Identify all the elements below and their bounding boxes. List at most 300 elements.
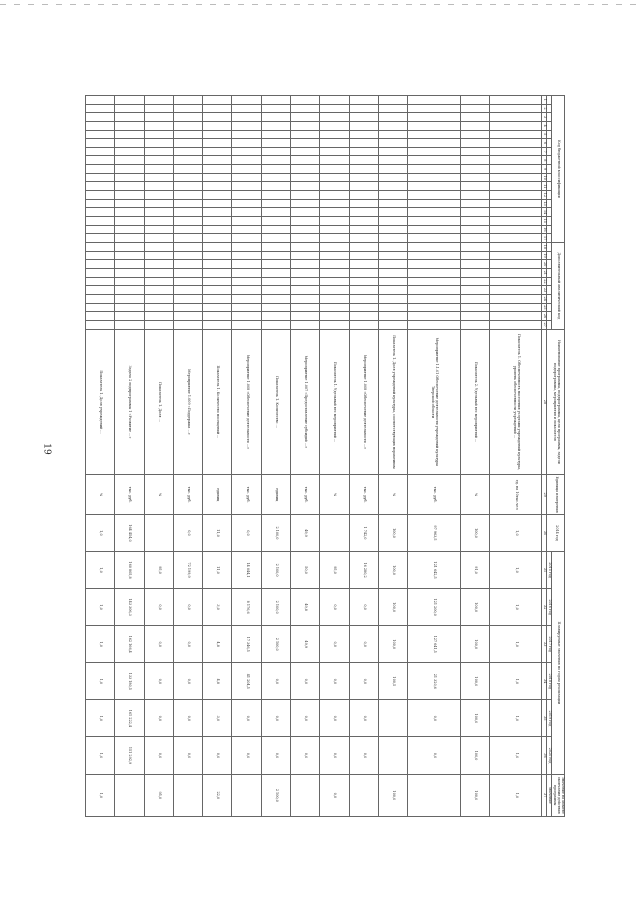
- row-value: 0,0: [349, 626, 378, 663]
- table-row: [232, 96, 261, 817]
- code-cell: [378, 96, 407, 105]
- code-cell: [261, 216, 290, 225]
- code-cell: [408, 312, 461, 321]
- row-unit: тыс. руб.: [232, 475, 261, 515]
- row-value: 3,0: [203, 700, 232, 737]
- column-number: 15: [542, 216, 547, 225]
- code-cell: [290, 225, 319, 234]
- row-value: 0,0: [320, 774, 349, 816]
- code-cell: [408, 216, 461, 225]
- column-number: 7: [542, 147, 547, 156]
- code-cell: [378, 268, 407, 277]
- code-cell: [290, 251, 319, 260]
- row-base: 1,0: [86, 514, 115, 551]
- row-base: 164 454,0: [115, 514, 144, 551]
- code-cell: [320, 121, 349, 130]
- code-cell: [86, 234, 115, 243]
- code-cell: [144, 216, 173, 225]
- row-base: 2 100,0: [261, 514, 290, 551]
- code-cell: [460, 294, 489, 303]
- row-value: 100,0: [460, 589, 489, 626]
- row-value: 14 044,1: [232, 552, 261, 589]
- table-row: [115, 96, 144, 817]
- code-cell: [86, 182, 115, 191]
- row-name: Показатель 1. Доля ...: [144, 329, 173, 475]
- program-indicators-table: [85, 95, 565, 817]
- code-cell: [115, 96, 144, 105]
- code-cell: [320, 303, 349, 312]
- row-value: [290, 774, 319, 816]
- code-cell: [144, 130, 173, 139]
- row-base: 100,0: [378, 514, 407, 551]
- code-cell: [173, 286, 202, 295]
- code-cell: [320, 234, 349, 243]
- row-value: 0,0: [173, 589, 202, 626]
- code-cell: [489, 216, 542, 225]
- base-year-header: 2014 год: [547, 514, 565, 551]
- column-number: 32: [542, 589, 547, 626]
- code-cell: [378, 243, 407, 252]
- row-value: 1,0: [86, 774, 115, 816]
- row-unit: %: [144, 475, 173, 515]
- code-cell: [203, 216, 232, 225]
- code-cell: [173, 260, 202, 269]
- code-cell: [320, 312, 349, 321]
- code-cell: [232, 303, 261, 312]
- row-name: Мероприятие 1.008 «Обеспечение деятельности ...»: [232, 329, 261, 475]
- code-cell: [261, 182, 290, 191]
- row-base: 1,0: [489, 514, 542, 551]
- row-value: 0,0: [408, 737, 461, 774]
- code-cell: [173, 225, 202, 234]
- code-cell: [290, 173, 319, 182]
- row-value: 100,0: [378, 626, 407, 663]
- row-value: 1,0: [86, 589, 115, 626]
- row-value: 161 222,4: [115, 700, 144, 737]
- row-base: 0,0: [232, 514, 261, 551]
- code-cell: [173, 173, 202, 182]
- code-cell: [290, 320, 319, 329]
- code-cell: [144, 113, 173, 122]
- code-subheader: [547, 225, 552, 234]
- code-cell: [408, 225, 461, 234]
- code-cell: [203, 165, 232, 174]
- code-cell: [232, 121, 261, 130]
- code-cell: [489, 139, 542, 148]
- code-cell: [349, 96, 378, 105]
- code-cell: [290, 286, 319, 295]
- code-cell: [460, 199, 489, 208]
- code-cell: [261, 104, 290, 113]
- code-cell: [261, 277, 290, 286]
- code-cell: [232, 165, 261, 174]
- code-cell: [408, 303, 461, 312]
- code-cell: [408, 208, 461, 217]
- row-value: 1,0: [489, 626, 542, 663]
- code-cell: [232, 147, 261, 156]
- code-cell: [290, 294, 319, 303]
- row-value: 22,0: [203, 774, 232, 816]
- row-value: 0,0: [290, 700, 319, 737]
- code-cell: [460, 139, 489, 148]
- column-number: 1: [542, 96, 547, 105]
- row-value: 1,0: [489, 589, 542, 626]
- code-subheader: [547, 286, 552, 295]
- code-cell: [232, 234, 261, 243]
- code-cell: [320, 104, 349, 113]
- code-cell: [144, 243, 173, 252]
- code-cell: [320, 268, 349, 277]
- code-cell: [290, 191, 319, 200]
- column-number: 34: [542, 663, 547, 700]
- column-number: 12: [542, 191, 547, 200]
- code-cell: [203, 312, 232, 321]
- code-subheader: [547, 260, 552, 269]
- column-number: 19: [542, 251, 547, 260]
- code-cell: [460, 243, 489, 252]
- code-cell: [232, 268, 261, 277]
- row-unit: %: [86, 475, 115, 515]
- column-number: 2: [542, 104, 547, 113]
- code-cell: [232, 225, 261, 234]
- row-base: 100,0: [460, 514, 489, 551]
- column-number: 16: [542, 225, 547, 234]
- code-cell: [144, 320, 173, 329]
- code-cell: [489, 303, 542, 312]
- row-value: 162 166,4: [115, 626, 144, 663]
- code-cell: [320, 216, 349, 225]
- row-value: 1,0: [86, 626, 115, 663]
- rotated-table-inner: [85, 95, 565, 817]
- code-cell: [489, 225, 542, 234]
- row-value: 21 320,6: [408, 663, 461, 700]
- code-cell: [408, 251, 461, 260]
- code-cell: [144, 182, 173, 191]
- code-cell: [378, 165, 407, 174]
- code-cell: [173, 268, 202, 277]
- code-cell: [203, 130, 232, 139]
- code-cell: [261, 113, 290, 122]
- code-cell: [349, 277, 378, 286]
- row-value: 0,0: [349, 700, 378, 737]
- code-cell: [349, 199, 378, 208]
- code-subheader: [547, 234, 552, 243]
- row-value: 0,0: [144, 663, 173, 700]
- code-cell: [290, 156, 319, 165]
- code-subheader: [547, 113, 552, 122]
- code-cell: [408, 243, 461, 252]
- column-number: 33: [542, 626, 547, 663]
- code-subheader: [547, 277, 552, 286]
- row-value: 121 642,5: [408, 552, 461, 589]
- code-cell: [144, 225, 173, 234]
- code-cell: [232, 139, 261, 148]
- code-cell: [408, 320, 461, 329]
- code-cell: [144, 234, 173, 243]
- row-value: 1,0: [489, 552, 542, 589]
- row-value: [378, 737, 407, 774]
- code-cell: [173, 147, 202, 156]
- table-row: [349, 96, 378, 817]
- code-cell: [232, 199, 261, 208]
- code-cell: [115, 139, 144, 148]
- row-name: Мероприятие 1.007 «Предоставление субсидий ...»: [290, 329, 319, 475]
- code-cell: [460, 303, 489, 312]
- code-subheader: [547, 243, 552, 252]
- row-value: 16 280,2: [349, 552, 378, 589]
- header-row-1: [552, 96, 565, 817]
- row-unit: тыс. руб.: [290, 475, 319, 515]
- code-cell: [232, 312, 261, 321]
- code-cell: [460, 113, 489, 122]
- code-cell: [115, 156, 144, 165]
- code-cell: [290, 104, 319, 113]
- code-cell: [232, 96, 261, 105]
- row-value: 0,0: [173, 737, 202, 774]
- row-value: 11,0: [203, 552, 232, 589]
- row-base: 49,9: [290, 514, 319, 551]
- row-value: 50,0: [290, 552, 319, 589]
- code-cell: [320, 130, 349, 139]
- code-cell: [408, 182, 461, 191]
- code-cell: [378, 225, 407, 234]
- code-cell: [115, 216, 144, 225]
- code-cell: [320, 286, 349, 295]
- code-cell: [232, 277, 261, 286]
- code-cell: [144, 251, 173, 260]
- code-cell: [203, 121, 232, 130]
- code-cell: [290, 277, 319, 286]
- row-value: 0,0: [144, 626, 173, 663]
- code-cell: [290, 130, 319, 139]
- code-cell: [489, 199, 542, 208]
- code-cell: [86, 96, 115, 105]
- code-cell: [203, 225, 232, 234]
- code-cell: [203, 182, 232, 191]
- code-cell: [460, 312, 489, 321]
- code-cell: [261, 294, 290, 303]
- code-cell: [489, 113, 542, 122]
- code-subheader: [547, 182, 552, 191]
- code-cell: [86, 156, 115, 165]
- code-subheader: [547, 199, 552, 208]
- code-cell: [320, 96, 349, 105]
- code-cell: [378, 147, 407, 156]
- row-name: Показатель 1. Количество посещений ...: [203, 329, 232, 475]
- code-cell: [290, 234, 319, 243]
- code-cell: [173, 251, 202, 260]
- code-cell: [378, 277, 407, 286]
- code-cell: [378, 182, 407, 191]
- row-value: 0,0: [349, 737, 378, 774]
- code-cell: [489, 234, 542, 243]
- code-cell: [349, 182, 378, 191]
- code-cell: [349, 104, 378, 113]
- column-number: 35: [542, 700, 547, 737]
- code-cell: [320, 243, 349, 252]
- table-row: [460, 96, 489, 817]
- row-value: 49,9: [290, 626, 319, 663]
- code-cell: [203, 303, 232, 312]
- code-cell: [86, 243, 115, 252]
- code-cell: [86, 208, 115, 217]
- code-cell: [489, 294, 542, 303]
- row-value: 100,0: [460, 663, 489, 700]
- code-cell: [408, 286, 461, 295]
- code-cell: [489, 277, 542, 286]
- code-cell: [173, 96, 202, 105]
- code-cell: [489, 165, 542, 174]
- code-cell: [173, 191, 202, 200]
- code-cell: [144, 208, 173, 217]
- code-cell: [86, 113, 115, 122]
- code-cell: [290, 199, 319, 208]
- code-cell: [489, 268, 542, 277]
- code-cell: [203, 268, 232, 277]
- code-subheader: [547, 216, 552, 225]
- code-cell: [261, 121, 290, 130]
- code-cell: [290, 113, 319, 122]
- code-cell: [203, 277, 232, 286]
- code-cell: [460, 268, 489, 277]
- row-name: Показатель 1. Удельный вес мероприятий ...: [320, 329, 349, 475]
- code-cell: [261, 130, 290, 139]
- code-cell: [144, 156, 173, 165]
- row-value: 1,0: [86, 552, 115, 589]
- code-cell: [460, 173, 489, 182]
- code-subheader: [547, 139, 552, 148]
- row-value: 2 100,0: [261, 589, 290, 626]
- code-cell: [349, 216, 378, 225]
- code-cell: [232, 182, 261, 191]
- code-cell: [173, 139, 202, 148]
- code-cell: [320, 320, 349, 329]
- code-cell: [232, 173, 261, 182]
- final-header: Значение на момент окончания действия программы: [552, 774, 565, 816]
- row-value: 17 346,5: [232, 626, 261, 663]
- code-cell: [203, 113, 232, 122]
- row-value: 100,0: [378, 552, 407, 589]
- row-value: 121 200,0: [408, 589, 461, 626]
- code-cell: [489, 286, 542, 295]
- code-subheader: [547, 303, 552, 312]
- code-cell: [203, 199, 232, 208]
- code-cell: [86, 173, 115, 182]
- code-cell: [489, 147, 542, 156]
- code-cell: [460, 251, 489, 260]
- row-name: Задача 2 подпрограммы 1 «Развитие ...»: [115, 329, 144, 475]
- scan-edge: [0, 4, 640, 5]
- code-cell: [115, 113, 144, 122]
- code-cell: [408, 156, 461, 165]
- code-cell: [460, 216, 489, 225]
- code-cell: [378, 251, 407, 260]
- code-cell: [203, 294, 232, 303]
- code-cell: [408, 165, 461, 174]
- code-cell: [349, 139, 378, 148]
- code-cell: [489, 130, 542, 139]
- row-value: 0,0: [320, 589, 349, 626]
- code-cell: [320, 260, 349, 269]
- code-cell: [349, 156, 378, 165]
- code-cell: [86, 294, 115, 303]
- page-number: 19: [41, 443, 52, 455]
- row-unit: тыс. руб.: [349, 475, 378, 515]
- code-cell: [460, 191, 489, 200]
- code-cell: [173, 113, 202, 122]
- row-name: Показатель 2. Удельный вес мероприятий ...: [460, 329, 489, 475]
- row-unit: тыс. руб.: [408, 475, 461, 515]
- code-cell: [460, 277, 489, 286]
- row-name: Мероприятие 1.1.01 Обеспечение деятельности учреждений культуры Тверской области: [408, 329, 461, 475]
- row-value: 0,0: [408, 700, 461, 737]
- table-row: [290, 96, 319, 817]
- row-value: 1,0: [489, 737, 542, 774]
- code-cell: [173, 320, 202, 329]
- code-cell: [349, 225, 378, 234]
- row-unit: тыс. руб.: [115, 475, 144, 515]
- code-cell: [86, 199, 115, 208]
- code-cell: [203, 243, 232, 252]
- code-cell: [320, 139, 349, 148]
- column-number: 29: [542, 475, 547, 515]
- row-name: Показатель 1. Обеспеченность населения услугами учреждений культуры, уровень обеспеченности учреждений ...: [489, 329, 542, 475]
- code-cell: [115, 121, 144, 130]
- row-value: 1,0: [489, 663, 542, 700]
- code-cell: [232, 130, 261, 139]
- code-cell: [144, 147, 173, 156]
- code-cell: [378, 303, 407, 312]
- column-number: 36: [542, 737, 547, 774]
- column-number: 23: [542, 286, 547, 295]
- code-cell: [232, 320, 261, 329]
- code-cell: [349, 191, 378, 200]
- row-unit: единиц: [203, 475, 232, 515]
- row-unit: %: [320, 475, 349, 515]
- code-cell: [173, 277, 202, 286]
- column-number: 26: [542, 312, 547, 321]
- code-cell: [115, 312, 144, 321]
- table-row: [261, 96, 290, 817]
- code-cell: [86, 277, 115, 286]
- code-cell: [320, 225, 349, 234]
- code-cell: [349, 268, 378, 277]
- column-number: 4: [542, 121, 547, 130]
- code-cell: [115, 251, 144, 260]
- code-cell: [86, 260, 115, 269]
- code-cell: [489, 251, 542, 260]
- code-cell: [86, 104, 115, 113]
- code-cell: [86, 303, 115, 312]
- row-value: 127 641,5: [408, 626, 461, 663]
- code-subheader: [547, 268, 552, 277]
- code-cell: [173, 199, 202, 208]
- code-cell: [460, 260, 489, 269]
- row-value: 95,0: [144, 774, 173, 816]
- code-cell: [460, 96, 489, 105]
- code-cell: [378, 320, 407, 329]
- planned-group-header: Планируемые значения по годам реализации: [552, 552, 565, 775]
- row-base: [320, 514, 349, 551]
- code-cell: [320, 191, 349, 200]
- code-subheader: [547, 251, 552, 260]
- code-cell: [261, 156, 290, 165]
- code-cell: [408, 234, 461, 243]
- column-number-row: [542, 96, 547, 817]
- code-cell: [144, 286, 173, 295]
- code-cell: [489, 182, 542, 191]
- code-cell: [349, 303, 378, 312]
